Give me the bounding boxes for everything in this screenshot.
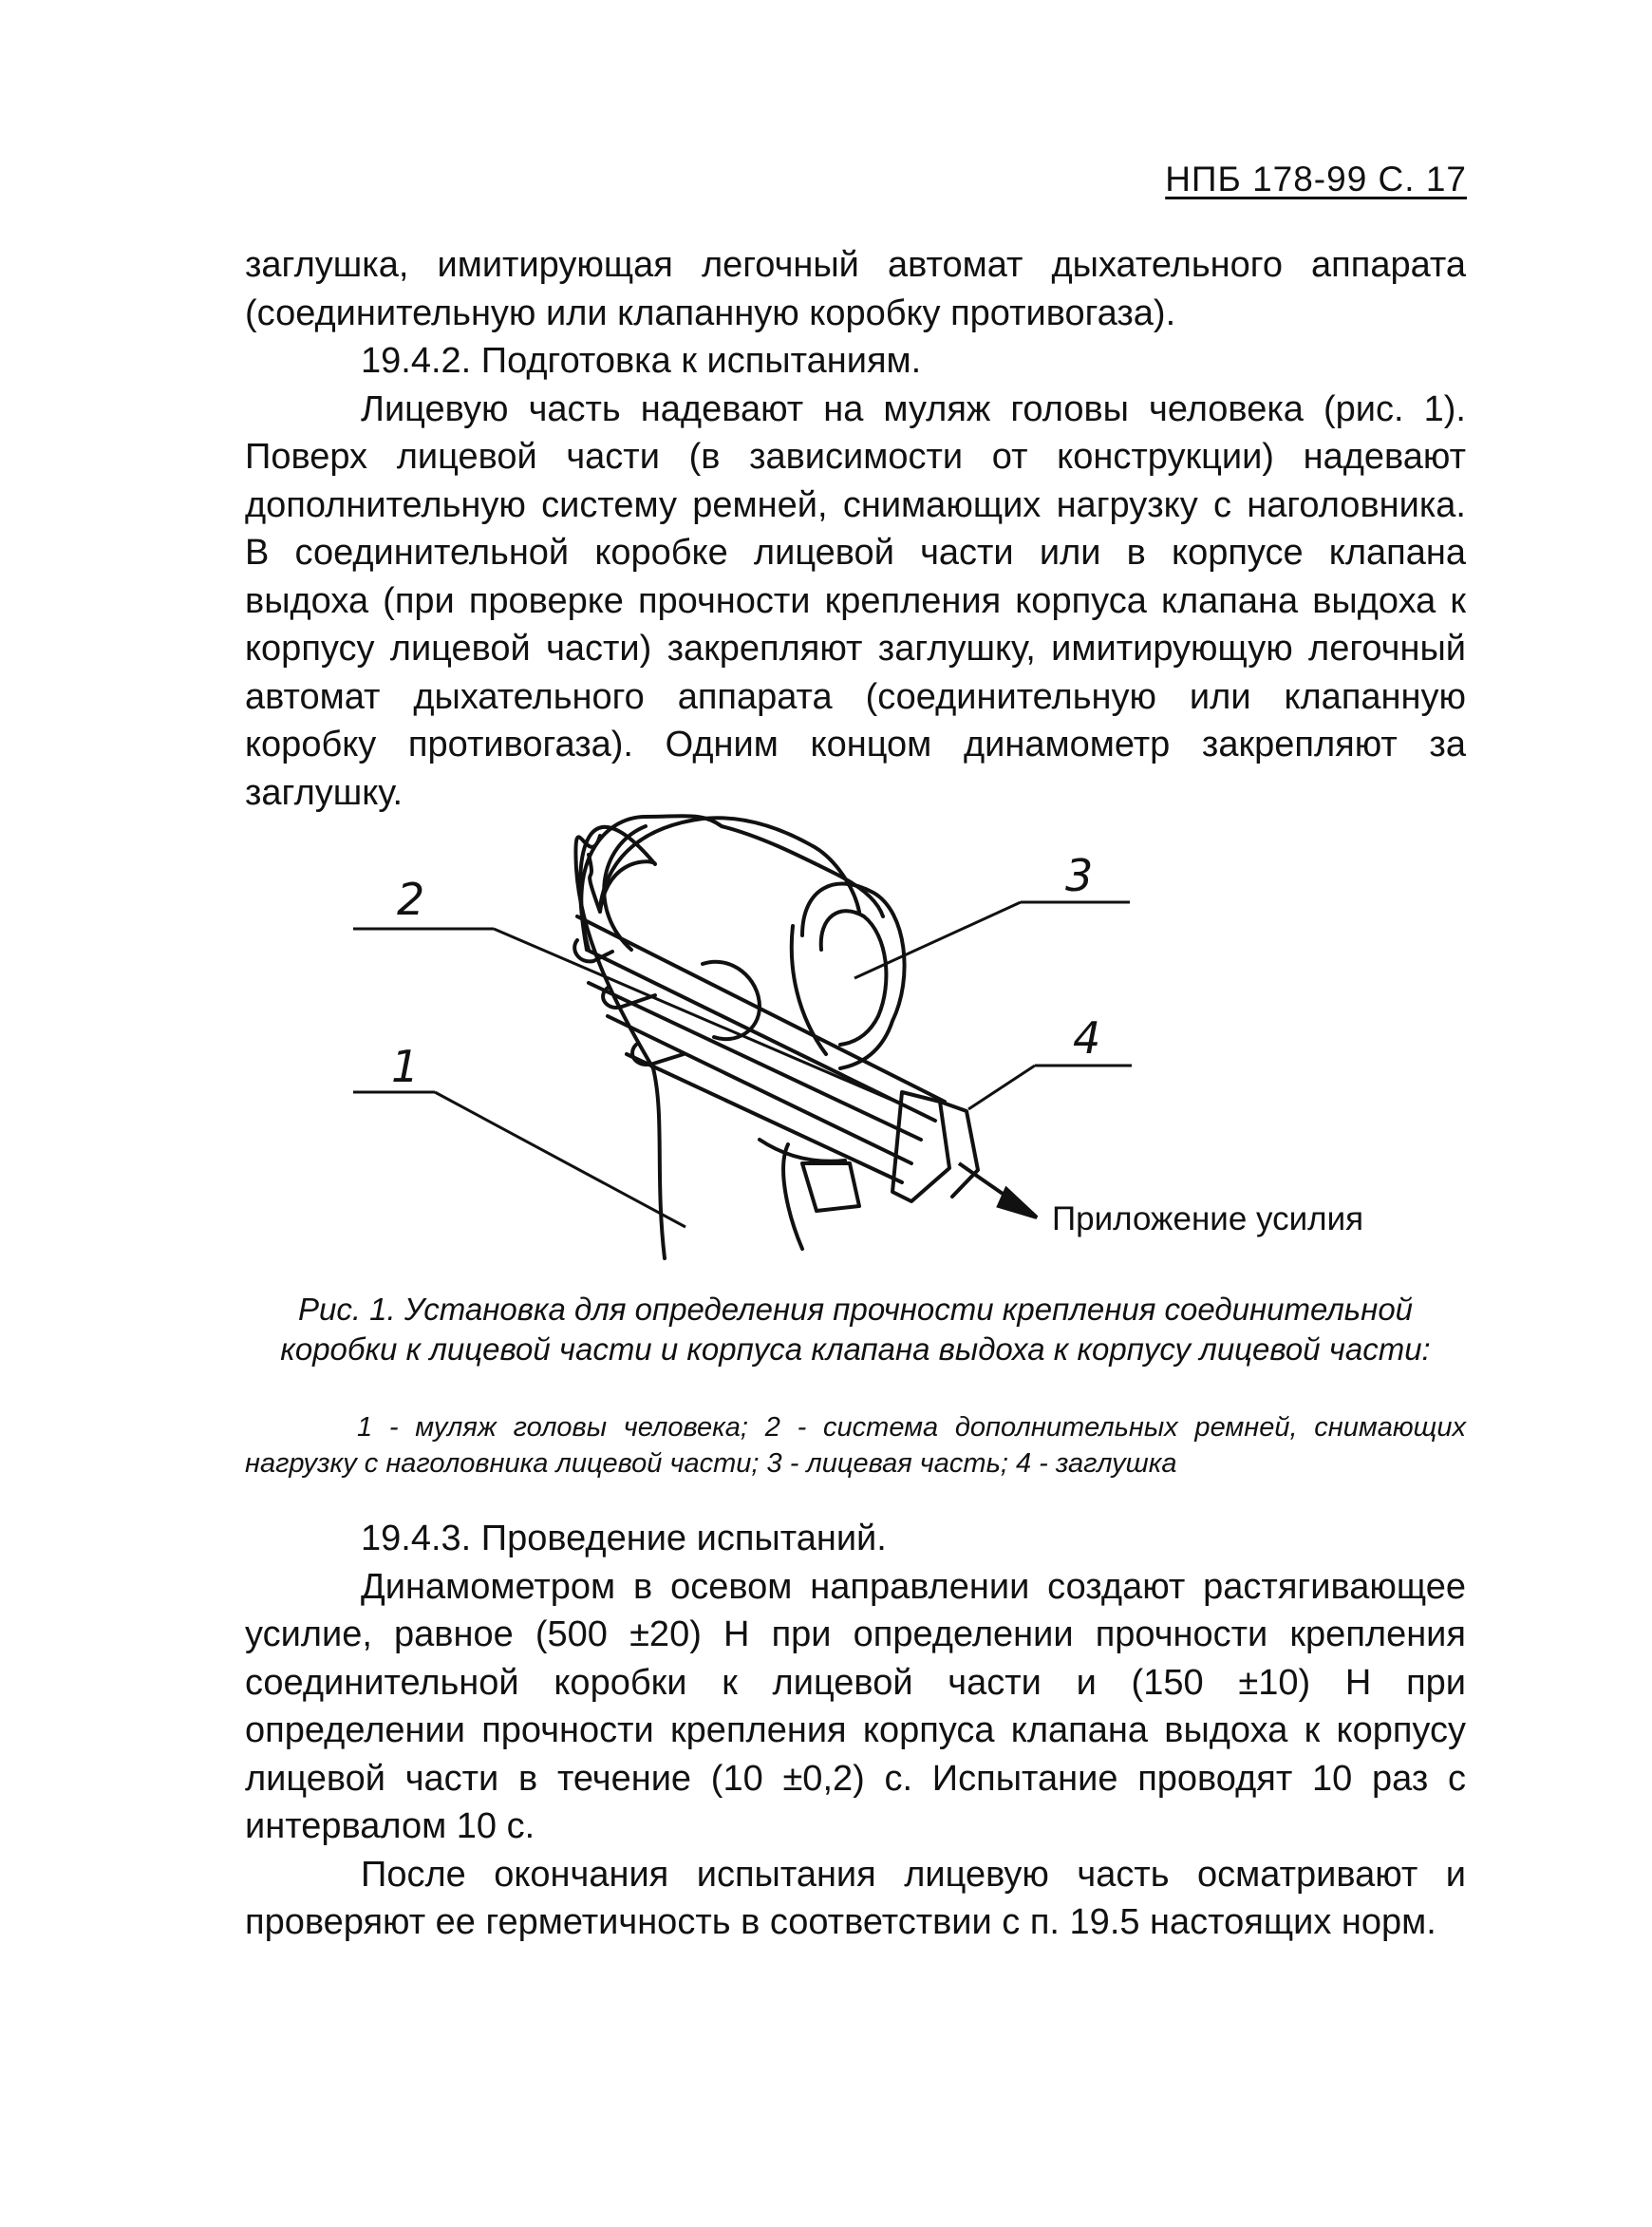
hood-dome — [581, 816, 883, 950]
strap-buckle-1 — [574, 940, 612, 961]
callout-label-2: 2 — [397, 874, 425, 925]
neck-front — [783, 1144, 802, 1249]
page-header: НПБ 178-99 С. 17 — [1165, 160, 1467, 198]
strap-buckle-3 — [632, 1045, 684, 1065]
callout-label-1: 1 — [391, 1041, 420, 1092]
head-outline — [575, 836, 665, 1258]
chin-strap — [760, 1140, 845, 1161]
section-heading-19-4-3: 19.4.3. Проведение испытаний. — [361, 1519, 887, 1558]
force-arrow — [959, 1163, 1037, 1217]
strap-4 — [608, 1016, 911, 1163]
mask-visor-outer — [802, 884, 905, 1068]
chin-piece — [802, 1163, 859, 1211]
mask-side — [792, 926, 826, 1054]
paragraph-preparation: Лицевую часть надевают на муляж головы человека (рис. 1). Поверх лицевой части (в зависимости от конструкции) надевают дополнительную систему ремней, снимающих нагрузку с наголовника. В соединительной коробке лицевой части или в корпусе клапана выдоха (при проверке прочности крепления корпуса клапана выдоха к корпусу лицевой части) закрепляют заглушку, имитирующую легочный автомат дыхательного аппарата (соединительную или клапанную коробку противогаза). Одним концом динамометр закрепляют за заглушку. — [245, 388, 1466, 813]
strap-buckle-2 — [603, 988, 655, 1008]
section-heading-19-4-2: 19.4.2. Подготовка к испытаниям. — [361, 341, 922, 381]
strap-3 — [589, 983, 921, 1140]
bottom-text-block — [245, 1515, 1466, 1947]
paragraph-testing: Динамометром в осевом направлении создают растягивающее усилие, равное (500 ±20) Н при определении прочности крепления соединительной коробки к лицевой части и (150 ±10) Н при определении прочности крепления корпуса клапана выдоха к корпусу лицевой части в течение (10 ±0,2) с. Испытание проводят 10 раз с интервалом 10 с. — [245, 1566, 1466, 1846]
connector-box — [892, 1092, 949, 1201]
callout-3-leader — [854, 902, 1021, 978]
force-application-label: Приложение усилия — [1052, 1200, 1364, 1237]
hood-outline — [580, 827, 655, 950]
plug-4 — [940, 1102, 978, 1197]
top-text-block — [245, 241, 1466, 817]
paragraph-continuation: заглушка, имитирующая легочный автомат дыхательного аппарата (соединительную или клапанную коробку противогаза). — [245, 245, 1466, 333]
helmet-crown — [600, 818, 859, 912]
callout-1-leader — [435, 1092, 685, 1227]
callout-2-leader — [494, 929, 907, 1106]
callout-4-leader — [968, 1066, 1035, 1109]
strap-5 — [627, 1054, 902, 1182]
paragraph-after-test: После окончания испытания лицевую часть осматривают и проверяют ее герметичность в соответствии с п. 19.5 настоящих норм. — [245, 1854, 1466, 1942]
callout-label-3: 3 — [1065, 850, 1094, 901]
callout-label-4: 4 — [1073, 1012, 1101, 1064]
figure-caption-legend: 1 - муляж головы человека; 2 - система дополнительных ремней, снимающих нагрузку с наголовника лицевой части; 3 - лицевая часть; 4 - заглушка — [245, 1412, 1466, 1479]
ear-pad — [703, 962, 760, 1039]
strap-1 — [577, 916, 945, 1102]
hood-top — [604, 826, 646, 950]
strap-2 — [587, 950, 935, 1121]
mask-visor-inner — [821, 911, 887, 1045]
figure-caption-title: Рис. 1. Установка для определения прочности крепления соединительной коробки к лицевой части и корпуса клапана выдоха к корпусу лицевой части: — [280, 1292, 1431, 1367]
